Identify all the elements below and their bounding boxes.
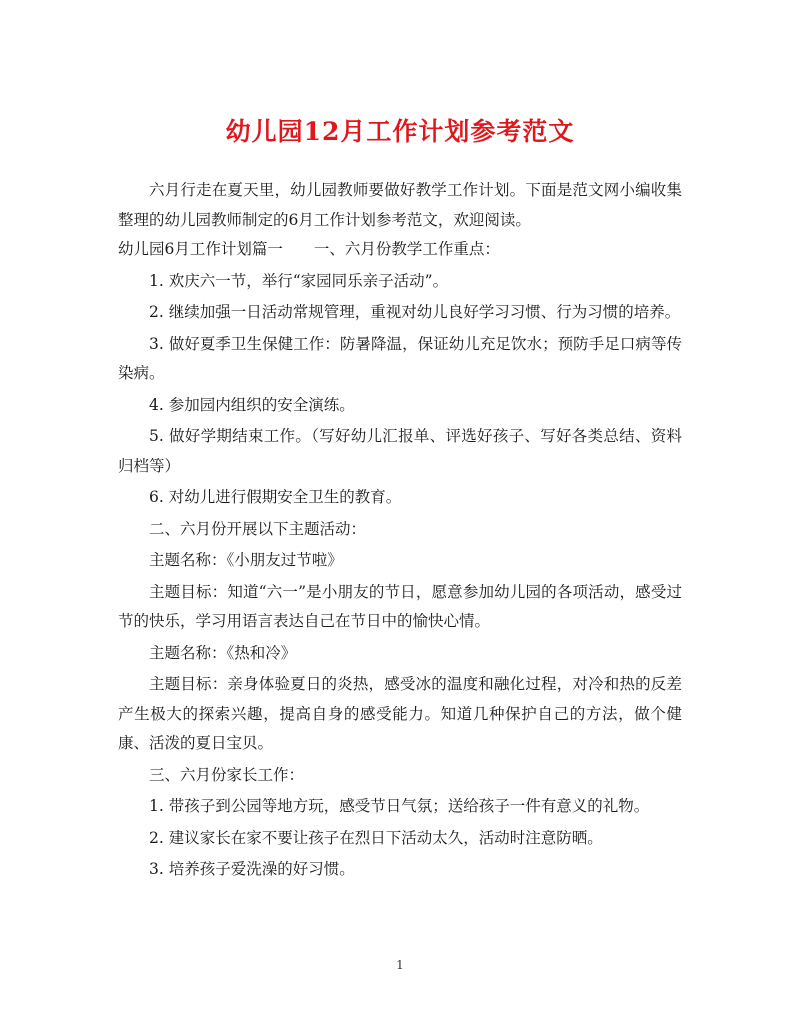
document-title: 幼儿园12月工作计划参考范文	[225, 117, 575, 146]
section-heading: 二、六月份开展以下主题活动：	[149, 519, 367, 538]
section-heading: 三、六月份家长工作：	[149, 765, 305, 784]
list-item: 3. 做好夏季卫生保健工作：防暑降温，保证幼儿充足饮水；预防手足口病等传染病。	[118, 334, 682, 382]
theme-goal: 主题目标：亲身体验夏日的炎热，感受冰的温度和融化过程，对冷和热的反差产生极大的探索兴趣，提高自身的感受能力。知道几种保护自己的方法，做个健康、活泼的夏日宝贝。	[118, 675, 682, 752]
theme-goal: 主题目标：知道“六一”是小朋友的节日，愿意参加幼儿园的各项活动，感受过节的快乐，学习用语言表达自己在节日中的愉快心情。	[118, 582, 682, 630]
list-item: 1. 带孩子到公园等地方玩，感受节日气氛；送给孩子一件有意义的礼物。	[149, 797, 650, 815]
list-item: 4. 参加园内组织的安全演练。	[149, 395, 355, 414]
list-item: 5. 做好学期结束工作。（写好幼儿汇报单、评选好孩子、写好各类总结、资料归档等）	[118, 427, 682, 475]
list-item: 6. 对幼儿进行假期安全卫生的教育。	[149, 488, 402, 506]
list-item: 1. 欢庆六一节，举行“家园同乐亲子活动”。	[149, 271, 449, 290]
section-heading-plan: 幼儿园6月工作计划篇一 一、六月份教学工作重点：	[118, 240, 500, 258]
intro-paragraph: 六月行走在夏天里，幼儿园教师要做好教学工作计划。下面是范文网小编收集整理的幼儿园教师制定的6月工作计划参考范文，欢迎阅读。	[118, 181, 682, 229]
list-item: 2. 继续加强一日活动常规管理，重视对幼儿良好学习习惯、行为习惯的培养。	[149, 303, 681, 321]
list-item: 2. 建议家长在家不要让孩子在烈日下活动太久，活动时注意防晒。	[149, 828, 603, 847]
document-body	[118, 176, 682, 885]
theme-name: 主题名称：《小朋友过节啦》	[149, 551, 343, 569]
page-number: 1	[396, 958, 404, 972]
list-item: 3. 培养孩子爱洗澡的好习惯。	[149, 860, 355, 878]
theme-name: 主题名称：《热和冷》	[149, 643, 297, 662]
